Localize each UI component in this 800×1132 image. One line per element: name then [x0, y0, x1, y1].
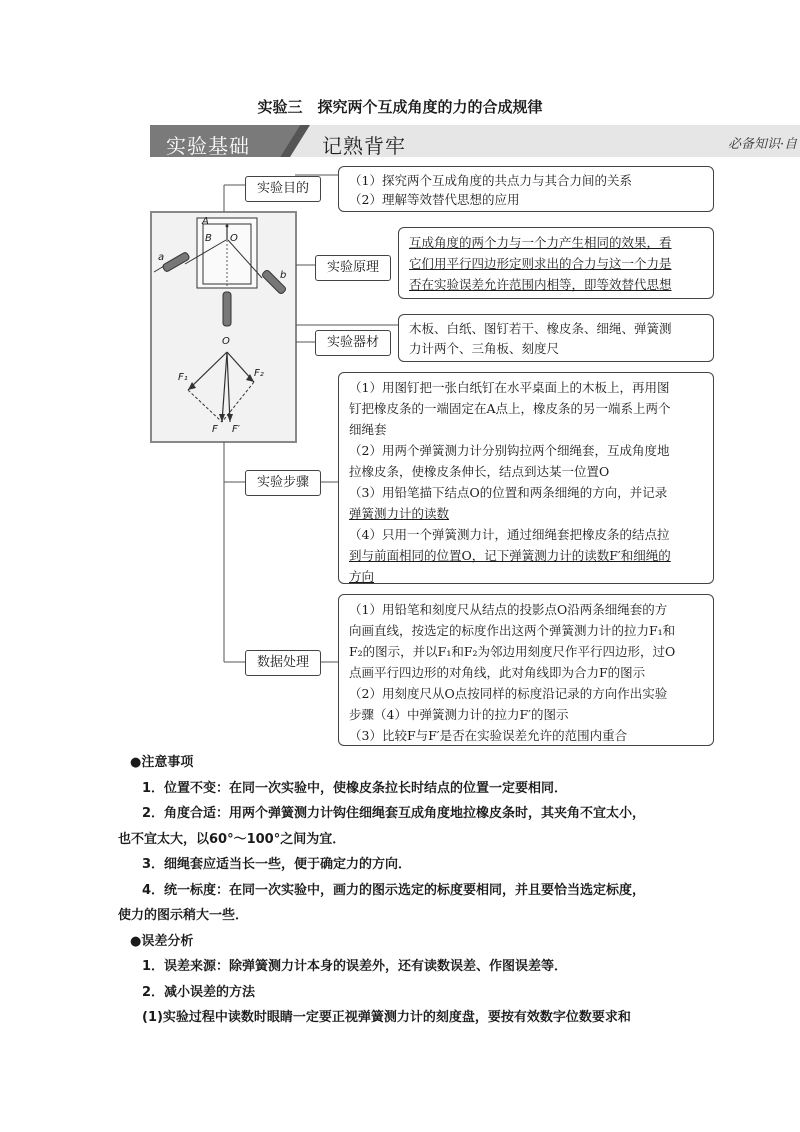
note-item: 1．位置不变：在同一次实验中，使橡皮条拉长时结点的位置一定要相同． — [142, 780, 568, 796]
box-line: 木板、白纸、图钉若干、橡皮条、细绳、弹簧测 — [409, 321, 672, 336]
error-item: 1．误差来源：除弹簧测力计本身的误差外，还有读数误差、作图误差等． — [142, 959, 568, 974]
box-line: 弹簧测力计的读数 — [349, 506, 450, 521]
banner-title-mid: 记熟背牢 — [322, 134, 406, 158]
box-line: 否在实验误差允许范围内相等，即等效替代思想 — [409, 277, 672, 292]
banner-tag: 必备知识·自 — [728, 137, 798, 152]
label-F: F — [212, 424, 218, 435]
box-line: （1）用图钉把一张白纸钉在水平桌面上的木板上，再用图 — [349, 380, 670, 395]
label-F1: F₁ — [178, 372, 188, 383]
box-line: 向画直线，按选定的标度作出这两个弹簧测力计的拉力F₁和 — [349, 623, 676, 638]
label-O: O — [230, 233, 238, 244]
topic-procedure: 实验步骤 — [245, 470, 321, 496]
note-item: 也不宜太大，以60°～100°之间为宜． — [118, 831, 346, 847]
note-item: 使力的图示稍大一些． — [118, 908, 249, 923]
error-heading: ●误差分析 — [130, 933, 194, 949]
topic-purpose: 实验目的 — [245, 176, 321, 202]
box-line: 方向 — [349, 569, 375, 584]
box-line: 步骤（4）中弹簧测力计的拉力F′的图示 — [349, 707, 569, 722]
label-Fprime: F′ — [232, 424, 241, 435]
label-a: a — [158, 252, 165, 263]
notes-section — [118, 750, 718, 1031]
box-procedure — [338, 372, 714, 584]
box-line: （2）理解等效替代思想的应用 — [349, 192, 520, 207]
box-line: F₂的图示，并以F₁和F₂为邻边用刻度尺作平行四边形，过O — [349, 644, 676, 659]
box-line: 力计两个、三角板、刻度尺 — [409, 341, 560, 356]
box-purpose — [338, 166, 714, 212]
label-F2: F₂ — [254, 368, 264, 379]
note-item: 2．角度合适：用两个弹簧测力计钩住细绳套互成角度地拉橡皮条时，其夹角不宜太小， — [142, 806, 646, 821]
box-line: （3）比较F与F′是否在实验误差允许的范围内重合 — [349, 728, 628, 743]
box-line: （2）用刻度尺从O点按同样的标度沿记录的方向作出实验 — [349, 686, 668, 701]
label-b: b — [280, 270, 287, 281]
page-title: 实验三 探究两个互成角度的力的合成规律 — [257, 98, 543, 116]
topic-data-processing: 数据处理 — [245, 650, 321, 676]
box-line: 互成角度的两个力与一个力产生相同的效果，看 — [409, 235, 672, 250]
box-line: （1）探究两个互成角度的共点力与其合力间的关系 — [349, 173, 632, 188]
box-data-processing — [338, 594, 714, 746]
box-line: （3）用铅笔描下结点O的位置和两条细绳的方向，并记录 — [349, 485, 668, 500]
topic-principle: 实验原理 — [315, 255, 391, 281]
note-item: 4．统一标度：在同一次实验中，画力的图示选定的标度要相同，并且要恰当选定标度， — [142, 882, 646, 898]
box-equipment — [398, 314, 714, 362]
notes-heading: ●注意事项 — [130, 755, 194, 770]
box-line: （1）用铅笔和刻度尺从结点的投影点O沿两条细绳套的方 — [349, 602, 668, 617]
box-line: 拉橡皮条，使橡皮条伸长，结点到达某一位置O — [349, 464, 610, 479]
note-item: 3．细绳套应适当长一些，便于确定力的方向． — [142, 857, 412, 872]
box-line: （2）用两个弹簧测力计分别钩拉两个细绳套，互成角度地 — [349, 443, 670, 458]
box-principle — [398, 227, 714, 299]
box-line: 钉把橡皮条的一端固定在A点上，橡皮条的另一端系上两个 — [349, 401, 671, 416]
box-line: 点画平行四边形的对角线，此对角线即为合力F的图示 — [349, 665, 646, 680]
banner-title-left: 实验基础 — [166, 134, 250, 158]
error-item: 2．减小误差的方法 — [142, 984, 256, 1000]
label-A: A — [202, 216, 209, 227]
box-line: （4）只用一个弹簧测力计，通过细绳套把橡皮条的结点拉 — [349, 527, 670, 542]
box-line: 它们用平行四边形定则求出的合力与这一个力是 — [409, 256, 672, 271]
box-line: 到与前面相同的位置O，记下弹簧测力计的读数F′和细绳的 — [349, 548, 671, 563]
error-item: (1)实验过程中读数时眼睛一定要正视弹簧测力计的刻度盘，要按有效数字位数要求和 — [142, 1010, 631, 1025]
label-O-force: O — [222, 336, 230, 347]
spring-scale-vertical — [223, 292, 231, 326]
label-B: B — [205, 233, 212, 244]
topic-equipment: 实验器材 — [315, 330, 391, 356]
box-line: 细绳套 — [349, 422, 387, 437]
